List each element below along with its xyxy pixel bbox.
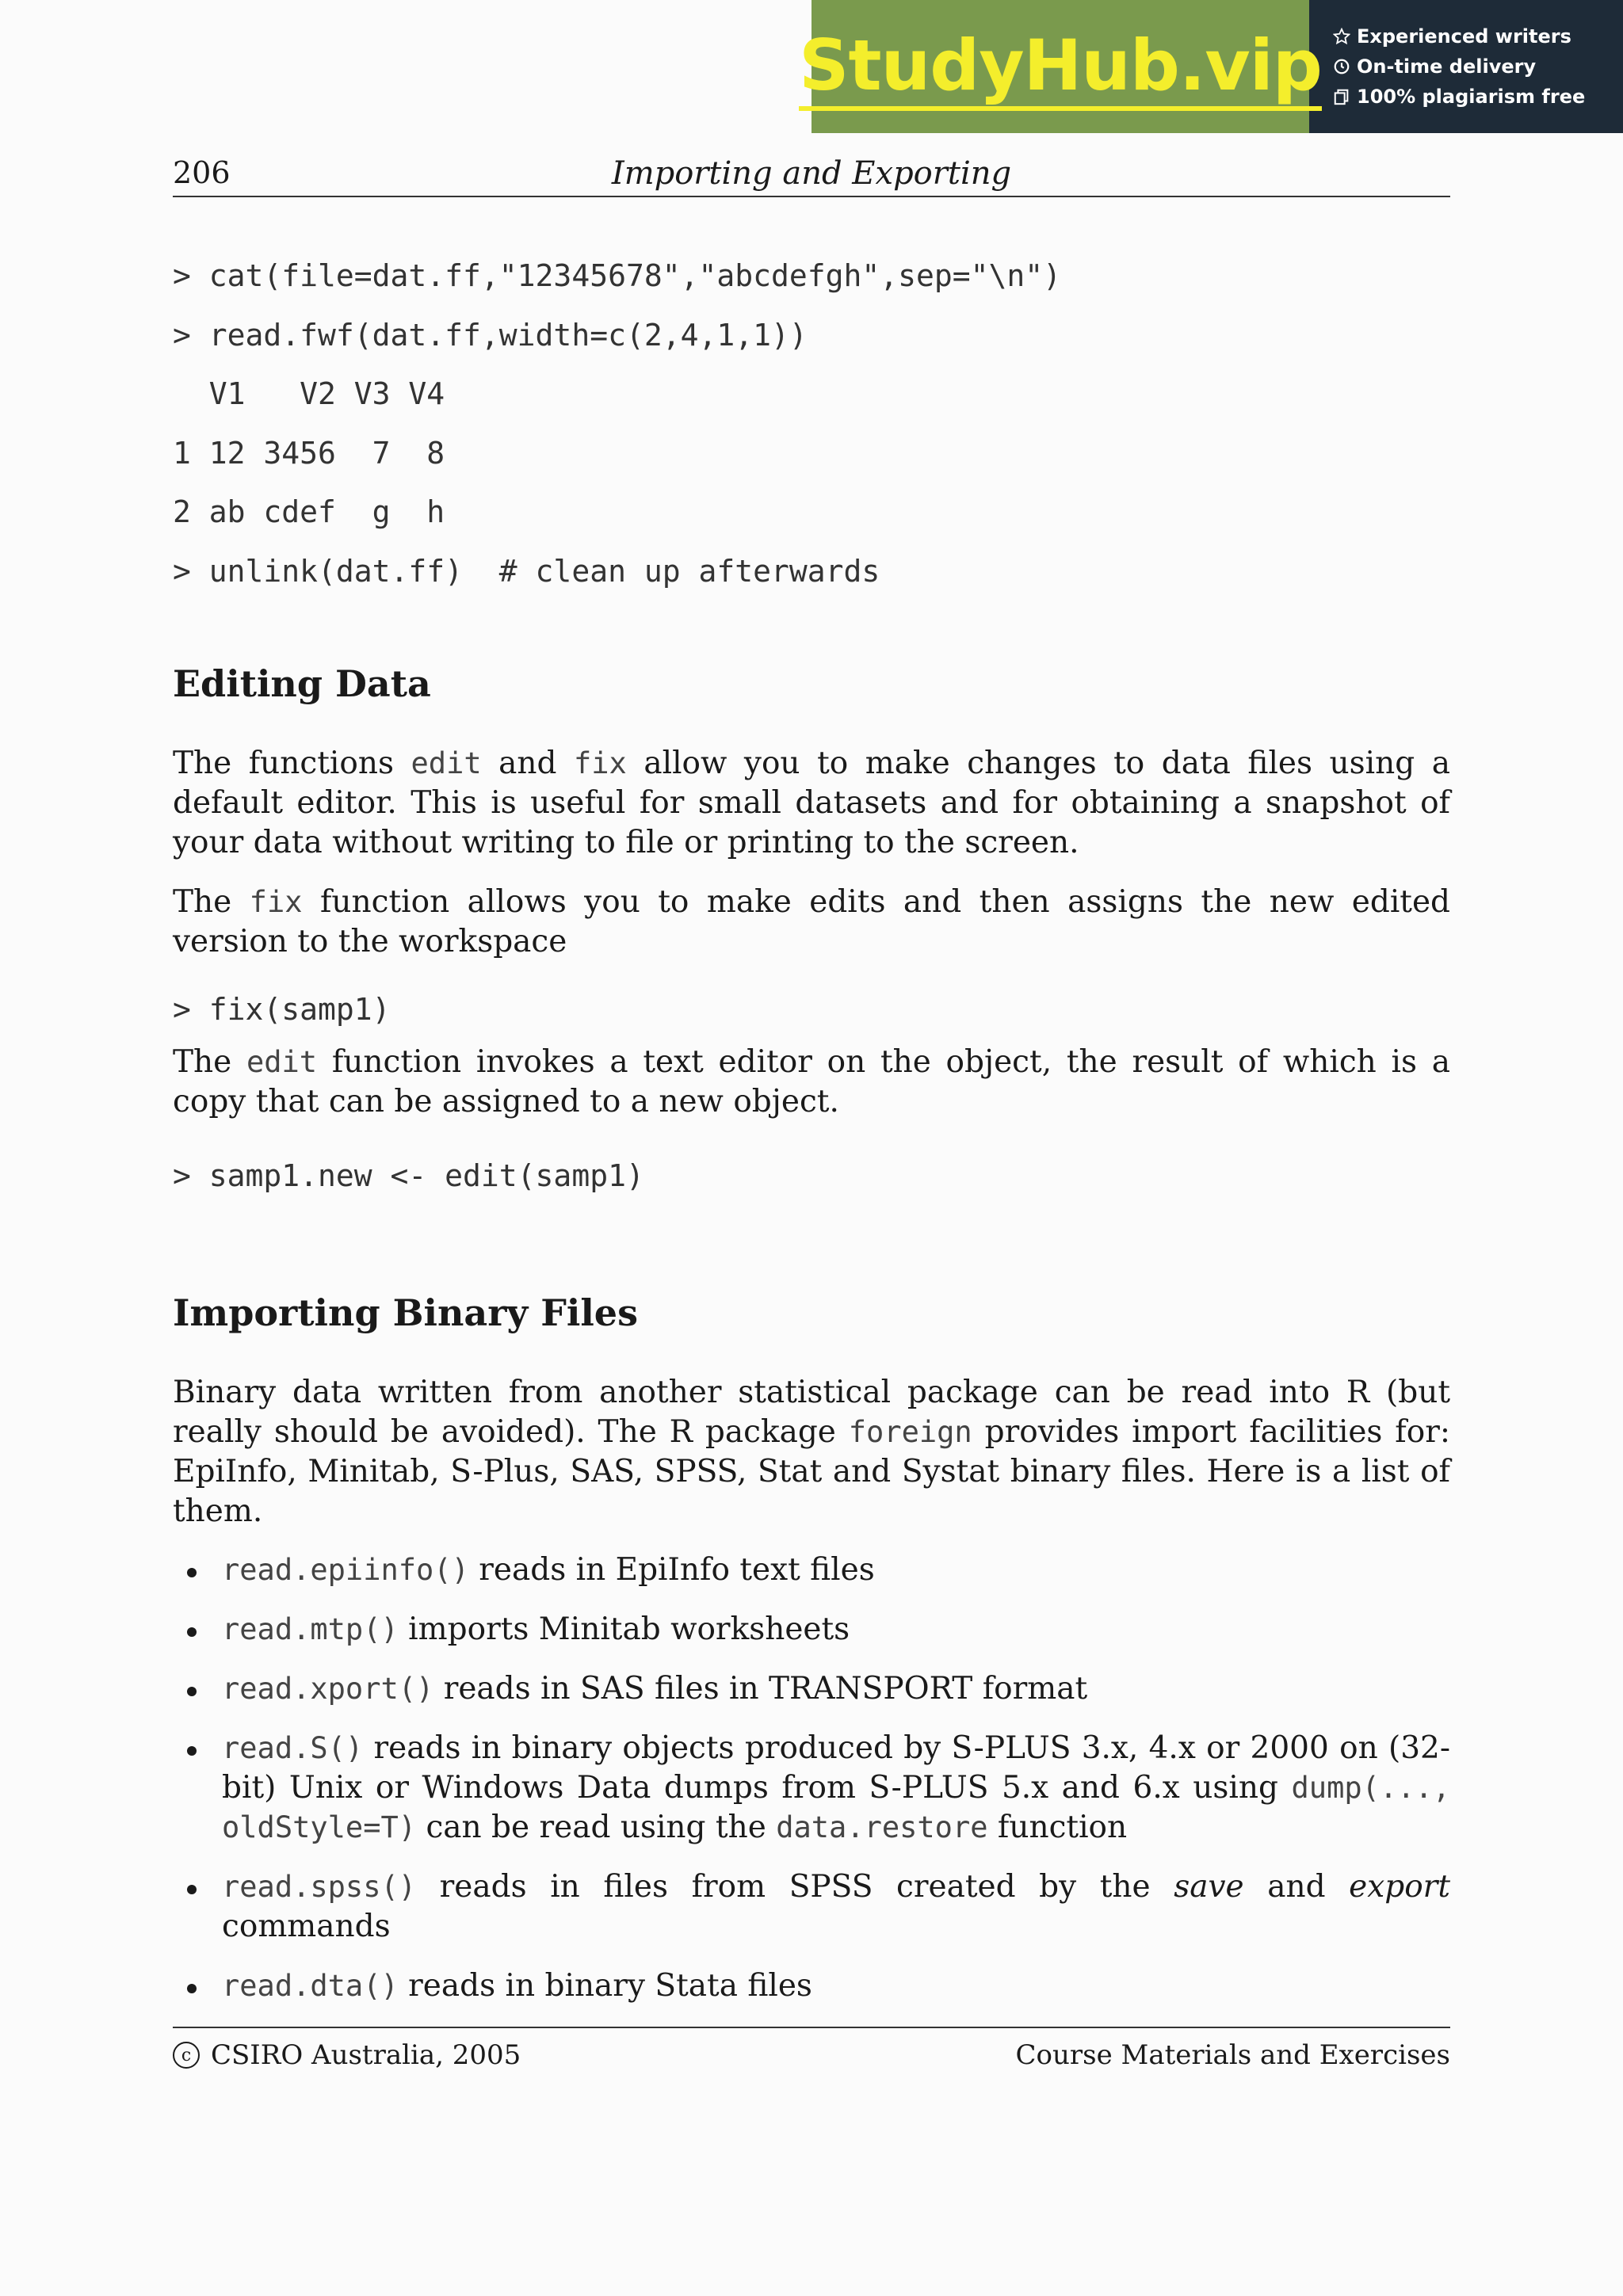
inline-code: edit [411,746,482,780]
text: reads in EpiInfo text files [468,1551,875,1588]
text: The [173,884,250,920]
features-panel [1309,0,1623,133]
text: commands [222,1908,391,1944]
paragraph-binary-intro [173,1373,1450,1531]
emphasis: save [1174,1868,1244,1905]
code-line: > read.fwf(dat.ff,width=c(2,4,1,1)) [173,317,808,353]
text: reads in files from SPSS created by the [416,1868,1174,1905]
running-title: Importing and Exporting [611,155,1012,192]
page-number: 206 [173,155,231,190]
bullet-icon [187,1746,197,1756]
code-line: 2 ab cdef g h [173,494,445,529]
copyright-text: CSIRO Australia, 2005 [211,2039,521,2071]
list-item [222,1867,1450,1947]
code-line-edit: > samp1.new <- edit(samp1) [173,1158,644,1193]
feature-on-time-delivery [1333,55,1623,78]
text: The [173,1044,246,1080]
bullet-icon [187,1568,197,1577]
inline-code: read.S() [222,1730,364,1765]
feature-experienced-writers [1333,25,1623,48]
list-item [222,1610,1450,1650]
course-title: Course Materials and Exercises [1015,2039,1450,2071]
list-item [222,1669,1450,1709]
footer-rule [173,2027,1450,2028]
bullet-icon [187,1627,197,1637]
emphasis: export [1349,1868,1450,1905]
section-heading-importing-binary-files: Importing Binary Files [173,1291,638,1334]
code-line: > cat(file=dat.ff,"12345678","abcdefgh",sep="\n") [173,258,1062,293]
feature-label: 100% plagiarism free [1357,86,1586,108]
text: Binary data written from another statistical package can be read into R (but really should be avoided). The R package [173,1374,1450,1450]
copy-icon [1333,88,1350,105]
text: imports Minitab worksheets [398,1611,850,1647]
list-item [222,1966,1450,2006]
inline-code: read.epiinfo() [222,1552,469,1587]
inline-code: foreign [848,1414,972,1449]
inline-code: fix [574,746,627,780]
text: reads in binary objects produced by S-PLUS 3.x, 4.x or 2000 on (32-bit) Unix or Windows Data dumps from S-PLUS 5.x and 6.x using [222,1730,1450,1806]
text: allow you to make changes to data files using a default editor. This is useful for small datasets and for obtaining a snapshot of your data without writing to file or printing to the screen. [173,746,1450,860]
inline-code: read.dta() [222,1968,399,2003]
inline-code: dump(..., oldStyle=T) [222,1770,1450,1844]
page-footer [173,2039,1450,2079]
header-rule [173,196,1450,197]
studyhub-banner[interactable] [799,0,1623,133]
inline-code: read.spss() [222,1869,417,1904]
copyright-icon: c [173,2042,200,2069]
text: function allows you to make edits and then assigns the new edited version to the workspace [173,884,1451,959]
code-line: > unlink(dat.ff) # clean up afterwards [173,553,880,589]
page-header [173,151,1450,196]
text: reads in binary Stata files [398,1967,812,2004]
star-icon [1333,28,1350,45]
feature-plagiarism-free [1333,86,1623,108]
brand-underline [799,106,1322,111]
code-block-fwf [173,260,1450,614]
text: can be read using the [416,1809,777,1845]
feature-label: Experienced writers [1357,25,1571,48]
inline-code: read.xport() [222,1671,434,1706]
feature-label: On-time delivery [1357,55,1537,78]
inline-code: edit [246,1045,318,1079]
paragraph-edit [173,1043,1450,1122]
text: provides import facilities for: EpiInfo, Minitab, S-Plus, SAS, SPSS, Stat and Systat binary files. Here is a list of them. [173,1413,1451,1529]
text: The functions [173,746,411,781]
clock-icon [1333,58,1350,75]
paragraph-edit-fix [173,744,1450,863]
code-line: 1 12 3456 7 8 [173,435,445,471]
copyright [173,2039,521,2071]
inline-code: fix [249,885,303,919]
bullet-icon [187,1984,197,1993]
brand-text: StudyHub.vip [799,24,1322,106]
brand-panel[interactable] [799,0,1322,133]
list-item [222,1729,1450,1848]
text: and [1243,1868,1350,1905]
page-content [173,260,1450,2006]
text: function invokes a text editor on the object, the result of which is a copy that can be assigned to a new object. [173,1044,1451,1119]
code-line: V1 V2 V3 V4 [173,376,445,411]
text: function [987,1809,1128,1845]
inline-code: data.restore [776,1810,988,1844]
code-line-fix: > fix(samp1) [173,992,391,1027]
bullet-icon [187,1687,197,1696]
brand-logo[interactable] [799,25,1322,106]
binary-import-list [173,1550,1450,2006]
inline-code: read.mtp() [222,1611,399,1646]
list-item [222,1550,1450,1590]
paragraph-fix [173,883,1450,962]
text: reads in SAS files in TRANSPORT format [433,1670,1088,1707]
section-heading-editing-data: Editing Data [173,662,431,705]
bullet-icon [187,1885,197,1894]
text: and [481,746,574,781]
